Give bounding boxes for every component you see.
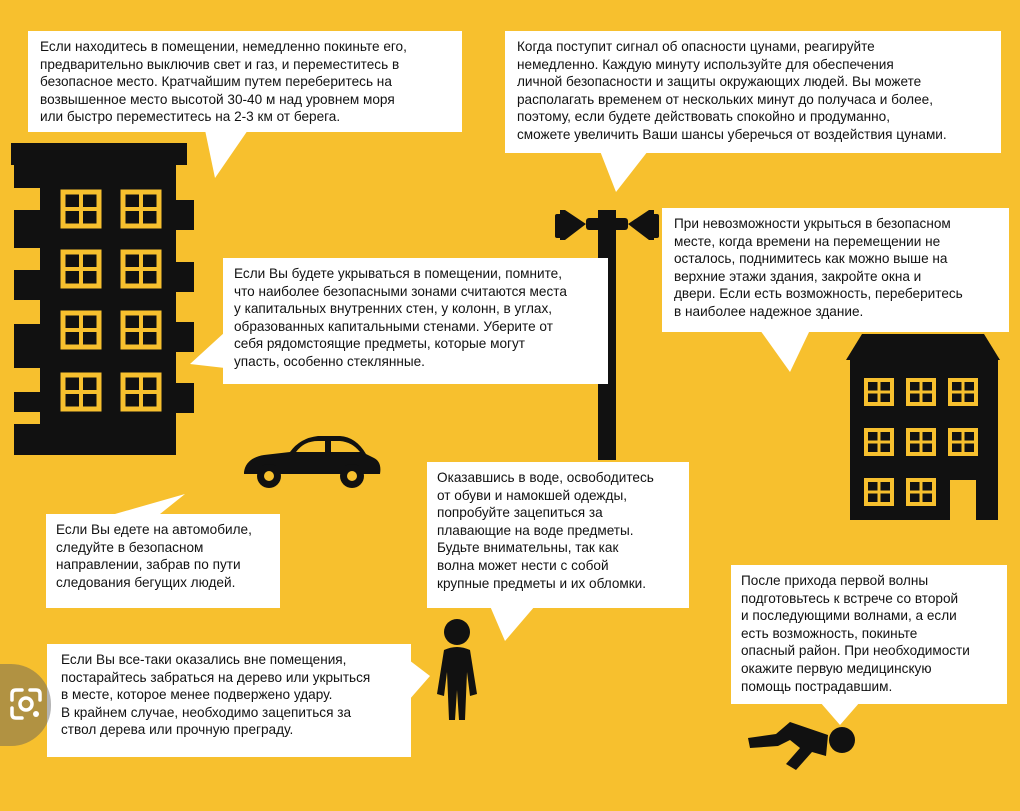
bubble-line: постарайтесь забраться на дерево или укрыться [61, 669, 371, 685]
bubble-tail-4 [190, 332, 225, 368]
building-icon [846, 334, 1000, 520]
bubble-line: от обуви и намокшей одежды, [437, 487, 628, 503]
bubble-tail-1 [205, 130, 248, 178]
bubble-line: опасный район. При необходимости [741, 643, 970, 659]
bubble-line: возвышенное место высотой 30-40 м над уровнем моря [40, 91, 395, 107]
info-bubble-after-first-wave [731, 565, 1007, 704]
bubble-line: Если Вы едете на автомобиле, [56, 522, 252, 537]
bubble-line: поэтому, если будете действовать спокойно и продуманно, [517, 109, 890, 125]
bubble-line: безопасное место. Кратчайшим путем переберитесь на [40, 74, 392, 90]
bubble-line: Если Вы все-таки оказались вне помещения, [61, 652, 347, 667]
bubble-tail-8 [409, 660, 430, 700]
bubble-tail-3 [760, 330, 810, 372]
car-icon [244, 436, 380, 488]
bubble-line: предварительно выключив свет и газ, и переместитесь в [40, 56, 400, 72]
person-icon [437, 619, 477, 720]
bubble-line: Если находитесь в помещении, немедленно покиньте его, [40, 39, 407, 54]
info-bubble-evacuate [28, 31, 462, 132]
bubble-tail-2 [600, 151, 648, 192]
bubble-line: есть возможность, покиньте [741, 625, 918, 641]
info-bubble-indoor-shelter [223, 258, 608, 384]
bubble-line: у капитальных внутренних стен, у колонн, в углах, [234, 301, 553, 317]
building-icon [11, 143, 194, 455]
bubble-line: ствол дерева или прочную преграду. [61, 722, 294, 738]
bubble-line: в месте, которое менее подвержено удару. [61, 687, 333, 703]
bubble-line: что наиболее безопасными зонами считаются места [234, 283, 567, 299]
bubble-line: образованных капитальными стенами. Уберите от [234, 318, 553, 334]
bubble-tail-7 [820, 702, 860, 725]
bubble-line: Оказавшись в воде, освободитесь [437, 470, 654, 485]
bubble-line: Будьте внимательны, так как [437, 540, 619, 556]
bubble-line: плавающие на воде предметы. [437, 522, 634, 538]
bubble-line: сможете увеличить Ваши шансы уберечься от воздействия цунами. [517, 126, 947, 142]
bubble-line: упасть, особенно стеклянные. [234, 353, 425, 369]
bubble-line: Когда поступит сигнал об опасности цунами, реагируйте [517, 39, 875, 54]
bubble-line: После прихода первой волны [741, 573, 929, 588]
bubble-tail-6 [490, 606, 535, 641]
info-bubble-outdoors [47, 644, 411, 757]
info-bubble-alarm-signal [505, 31, 1001, 153]
bubble-line: волна может нести с собой [437, 557, 609, 573]
bubble-tail-5 [115, 494, 185, 514]
bubble-line: следуйте в безопасном [56, 539, 204, 555]
bubble-line: осталось, поднимитесь как можно выше на [674, 251, 948, 267]
bubble-line: направлении, забрав по пути [56, 557, 241, 573]
info-bubble-in-water [427, 462, 689, 608]
bubble-line: При невозможности укрыться в безопасном [674, 216, 951, 231]
bubble-line: окажите первую медицинскую [741, 660, 932, 676]
bubble-line: следования бегущих людей. [56, 574, 236, 590]
bubble-line: или быстро переместитесь на 2-3 км от берега. [40, 109, 341, 125]
bubble-line: крупные предметы и их обломки. [437, 575, 647, 591]
bubble-line: попробуйте зацепиться за [437, 505, 603, 521]
info-bubble-upper-floors [662, 208, 1009, 332]
bubble-line: помощь пострадавшим. [741, 678, 893, 694]
info-bubble-car [46, 514, 280, 608]
bubble-line: в наиболее надежное здание. [674, 303, 864, 319]
fallen-person-icon [748, 722, 855, 770]
bubble-line: подготовьтесь к встрече со второй [741, 590, 959, 606]
google-lens-icon [6, 684, 46, 724]
bubble-line: верхние этажи здания, закройте окна и [674, 268, 922, 284]
bubble-line: немедленно. Каждую минуту используйте для обеспечения [517, 56, 894, 72]
bubble-line: личной безопасности и защиты окружающих людей. Вы можете [517, 74, 922, 90]
bubble-line: и последующими волнами, а если [741, 608, 957, 624]
bubble-line: В крайнем случае, необходимо зацепиться за [61, 704, 352, 720]
bubble-line: двери. Если есть возможность, переберитесь [674, 286, 963, 302]
bubble-line: месте, когда времени на перемещении не [674, 233, 941, 249]
bubble-line: себя рядомстоящие предметы, которые могут [234, 336, 526, 352]
bubble-line: располагать временем от нескольких минут до получаса и более, [517, 91, 933, 107]
bubble-line: Если Вы будете укрываться в помещении, помните, [234, 266, 563, 281]
